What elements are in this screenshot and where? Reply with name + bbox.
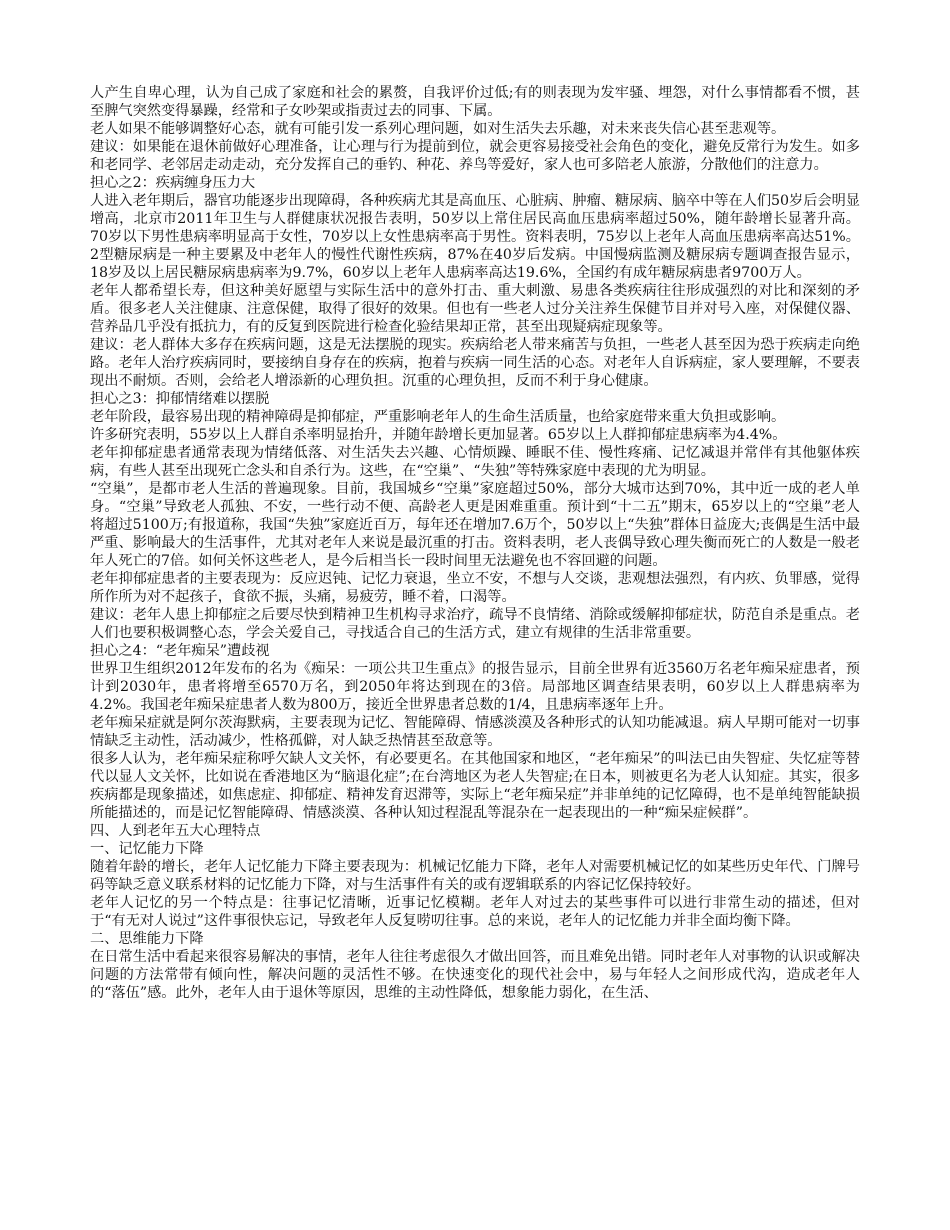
paragraph-depression-intro: 老年阶段，最容易出现的精神障碍是抑郁症，严重影响老年人的生命生活质量，也给家庭带来重大负担或影响。 — [90, 409, 786, 425]
paragraph-advice-retirement: 建议：如果能在退休前做好心理准备，让心理与行为提前到位，就会更容易接受社会角色的变化，避免反常行为发生。如多和老同学、老邻居走动走动，充分发挥自己的垂钓、种花、养鸟等爱好，家人也可多陪老人旅游，分散他们的注意力。 — [90, 139, 860, 173]
paragraph-advice-disease: 建议：老人群体大多存在疾病问题，这是无法摆脱的现实。疾病给老人带来痛苦与负担，一些老人甚至因为恐于疾病走向绝路。老年人治疗疾病同时，要接纳自身存在的疾病，抱着与疾病一同生活的心态。对老年人自诉病症，家人要理解，不要表现出不耐烦。否则，会给老人增添新的心理负担。沉重的心理负担，反而不利于身心健康。 — [90, 337, 860, 389]
paragraph-empty-nest: “空巢”，是都市老人生活的普遍现象。目前，我国城乡“空巢”家庭超过50%，部分大城市达到70%，其中近一成的老人单身。“空巢”导致老人孤独、不安，一些行动不便、高龄老人更是困难重重。预计到“十二五”期末，65岁以上的“空巢”老人将超过5100万;有报道称，我国“失独”家庭近百万，每年还在增加7.6万个，50岁以上“失独”群体日益庞大;丧偶是生活中最严重、影响最大的生活事件，尤其对老年人来说是最沉重的打击。资料表明，老人丧偶导致心理失衡而死亡的人数是一般老年人死亡的7倍。如何关怀这些老人，是今后相当长一段时间里无法避免也不容回避的问题。 — [90, 481, 860, 569]
paragraph-depression-symptoms: 老年抑郁症患者通常表现为情绪低落、对生活失去兴趣、心情烦躁、睡眠不佳、慢性疼痛、记忆减退并常伴有其他躯体疾病，有些人甚至出现死亡念头和自杀行为。这些，在“空巢”、“失独”等特殊家庭中表现的尤为明显。 — [90, 445, 860, 479]
heading-worry-4: 担心之4：“老年痴呆”遭歧视 — [90, 643, 270, 659]
paragraph-self-esteem: 人产生自卑心理，认为自己成了家庭和社会的累赘，自我评价过低;有的则表现为发牢骚、埋怨，对什么事情都看不惯，甚至脾气突然变得暴躁，经常和子女吵架或指责过去的同事、下属。 — [90, 85, 860, 119]
paragraph-memory-2: 老年人记忆的另一个特点是：往事记忆清晰，近事记忆模糊。老年人对过去的某些事件可以进行非常生动的描述，但对于“有无对人说过”这件事很快忘记，导致老年人反复唠叨往事。总的来说，老年人的记忆能力并非全面均衡下降。 — [90, 895, 860, 929]
heading-worry-3: 担心之3：抑郁情绪难以摆脱 — [90, 391, 270, 407]
paragraph-renaming: 很多人认为，老年痴呆症称呼欠缺人文关怀，有必要更名。在其他国家和地区，“老年痴呆”的叫法已由失智症、失忆症等替代以显人文关怀，比如说在香港地区为“脑退化症”;在台湾地区为老人失智症;在日本，则被更名为老人认知症。其实，很多疾病都是现象描述，如焦虑症、抑郁症、精神发育迟滞等，实际上“老年痴呆症”并非单纯的记忆障碍，也不是单纯智能缺损所能描述的，而是记忆智能障碍、情感淡漠、各种认知过程混乱等混杂在一起表现出的一种“痴呆症候群”。 — [90, 751, 860, 821]
paragraph-longevity-wish: 老年人都希望长寿，但这种美好愿望与实际生活中的意外打击、重大刺激、易患各类疾病往往形成强烈的对比和深刻的矛盾。很多老人关注健康、注意保健，取得了很好的效果。但也有一些老人过分关注养生保健节目并对号入座，对保健仪器、营养品几乎没有抵抗力，有的反复到医院进行检查化验结果却正常，甚至出现疑病症现象等。 — [90, 283, 860, 335]
heading-section-4: 四、人到老年五大心理特点 — [90, 823, 261, 839]
paragraph-who-report: 世界卫生组织2012年发布的名为《痴呆：一项公共卫生重点》的报告显示，目前全世界有近3560万名老年痴呆症患者，预计到2030年，患者将增至6570万名，到2050年将达到现在的3倍。局部地区调查结果表明，60岁以上人群患病率为4.2%。我国老年痴呆症患者人数为800万，接近全世界患者总数的1/4，且患病率逐年上升。 — [90, 661, 860, 713]
paragraph-disease-stats: 人进入老年期后，器官功能逐步出现障碍，各种疾病尤其是高血压、心脏病、肿瘤、糖尿病、脑卒中等在人们50岁后会明显增高，北京市2011年卫生与人群健康状况报告表明，50岁以上常住居民高血压患病率超过50%，随年龄增长显著升高。70岁以下男性患病率明显高于女性，70岁以上女性患病率高于男性。资料表明，75岁以上老年人高血压患病率高达51%。2型糖尿病是一种主要累及中老年人的慢性代谢性疾病，87%在40岁后发病。中国慢病监测及糖尿病专题调查报告显示，18岁及以上居民糖尿病患病率为9.7%，60岁以上老年人患病率高达19.6%，全国约有成年糖尿病患者9700万人。 — [90, 193, 860, 281]
heading-worry-2: 担心之2：疾病缠身压力大 — [90, 175, 256, 191]
paragraph-mental-state: 老人如果不能够调整好心态，就有可能引发一系列心理问题，如对生活失去乐趣，对未来丧失信心甚至悲观等。 — [90, 121, 786, 137]
heading-thinking-decline: 二、思维能力下降 — [90, 931, 204, 947]
paragraph-depression-signs: 老年抑郁症患者的主要表现为：反应迟钝、记忆力衰退，坐立不安，不想与人交谈，悲观想法强烈，有内疚、负罪感，觉得所作所为对不起孩子，食欲不振，头痛，易疲劳，睡不着，口渴等。 — [90, 571, 860, 605]
paragraph-advice-depression: 建议：老年人患上抑郁症之后要尽快到精神卫生机构寻求治疗，疏导不良情绪、消除或缓解抑郁症状，防范自杀是重点。老人们也要积极调整心态，学会关爱自己，寻找适合自己的生活方式，建立有规律的生活非常重要。 — [90, 607, 860, 641]
heading-memory-decline: 一、记忆能力下降 — [90, 841, 204, 857]
paragraph-thinking: 在日常生活中看起来很容易解决的事情，老年人往往考虑很久才做出回答，而且难免出错。同时老年人对事物的认识或解决问题的方法常带有倾向性，解决问题的灵活性不够。在快速变化的现代社会中，易与年轻人之间形成代沟，造成老年人的“落伍”感。此外，老年人由于退休等原因，思维的主动性降低，想象能力弱化，在生活、 — [90, 949, 860, 1001]
paragraph-suicide-stats: 许多研究表明，55岁以上人群自杀率明显抬升，并随年龄增长更加显著。65岁以上人群抑郁症患病率为4.4%。 — [90, 427, 787, 443]
paragraph-memory-1: 随着年龄的增长，老年人记忆能力下降主要表现为：机械记忆能力下降，老年人对需要机械记忆的如某些历史年代、门牌号码等缺乏意义联系材料的记忆能力下降，对与生活事件有关的或有逻辑联系的内容记忆保持较好。 — [90, 859, 860, 893]
paragraph-alzheimers: 老年痴呆症就是阿尔茨海默病，主要表现为记忆、智能障碍、情感淡漠及各种形式的认知功能减退。病人早期可能对一切事情缺乏主动性，活动减少，性格孤僻，对人缺乏热情甚至敌意等。 — [90, 715, 860, 749]
